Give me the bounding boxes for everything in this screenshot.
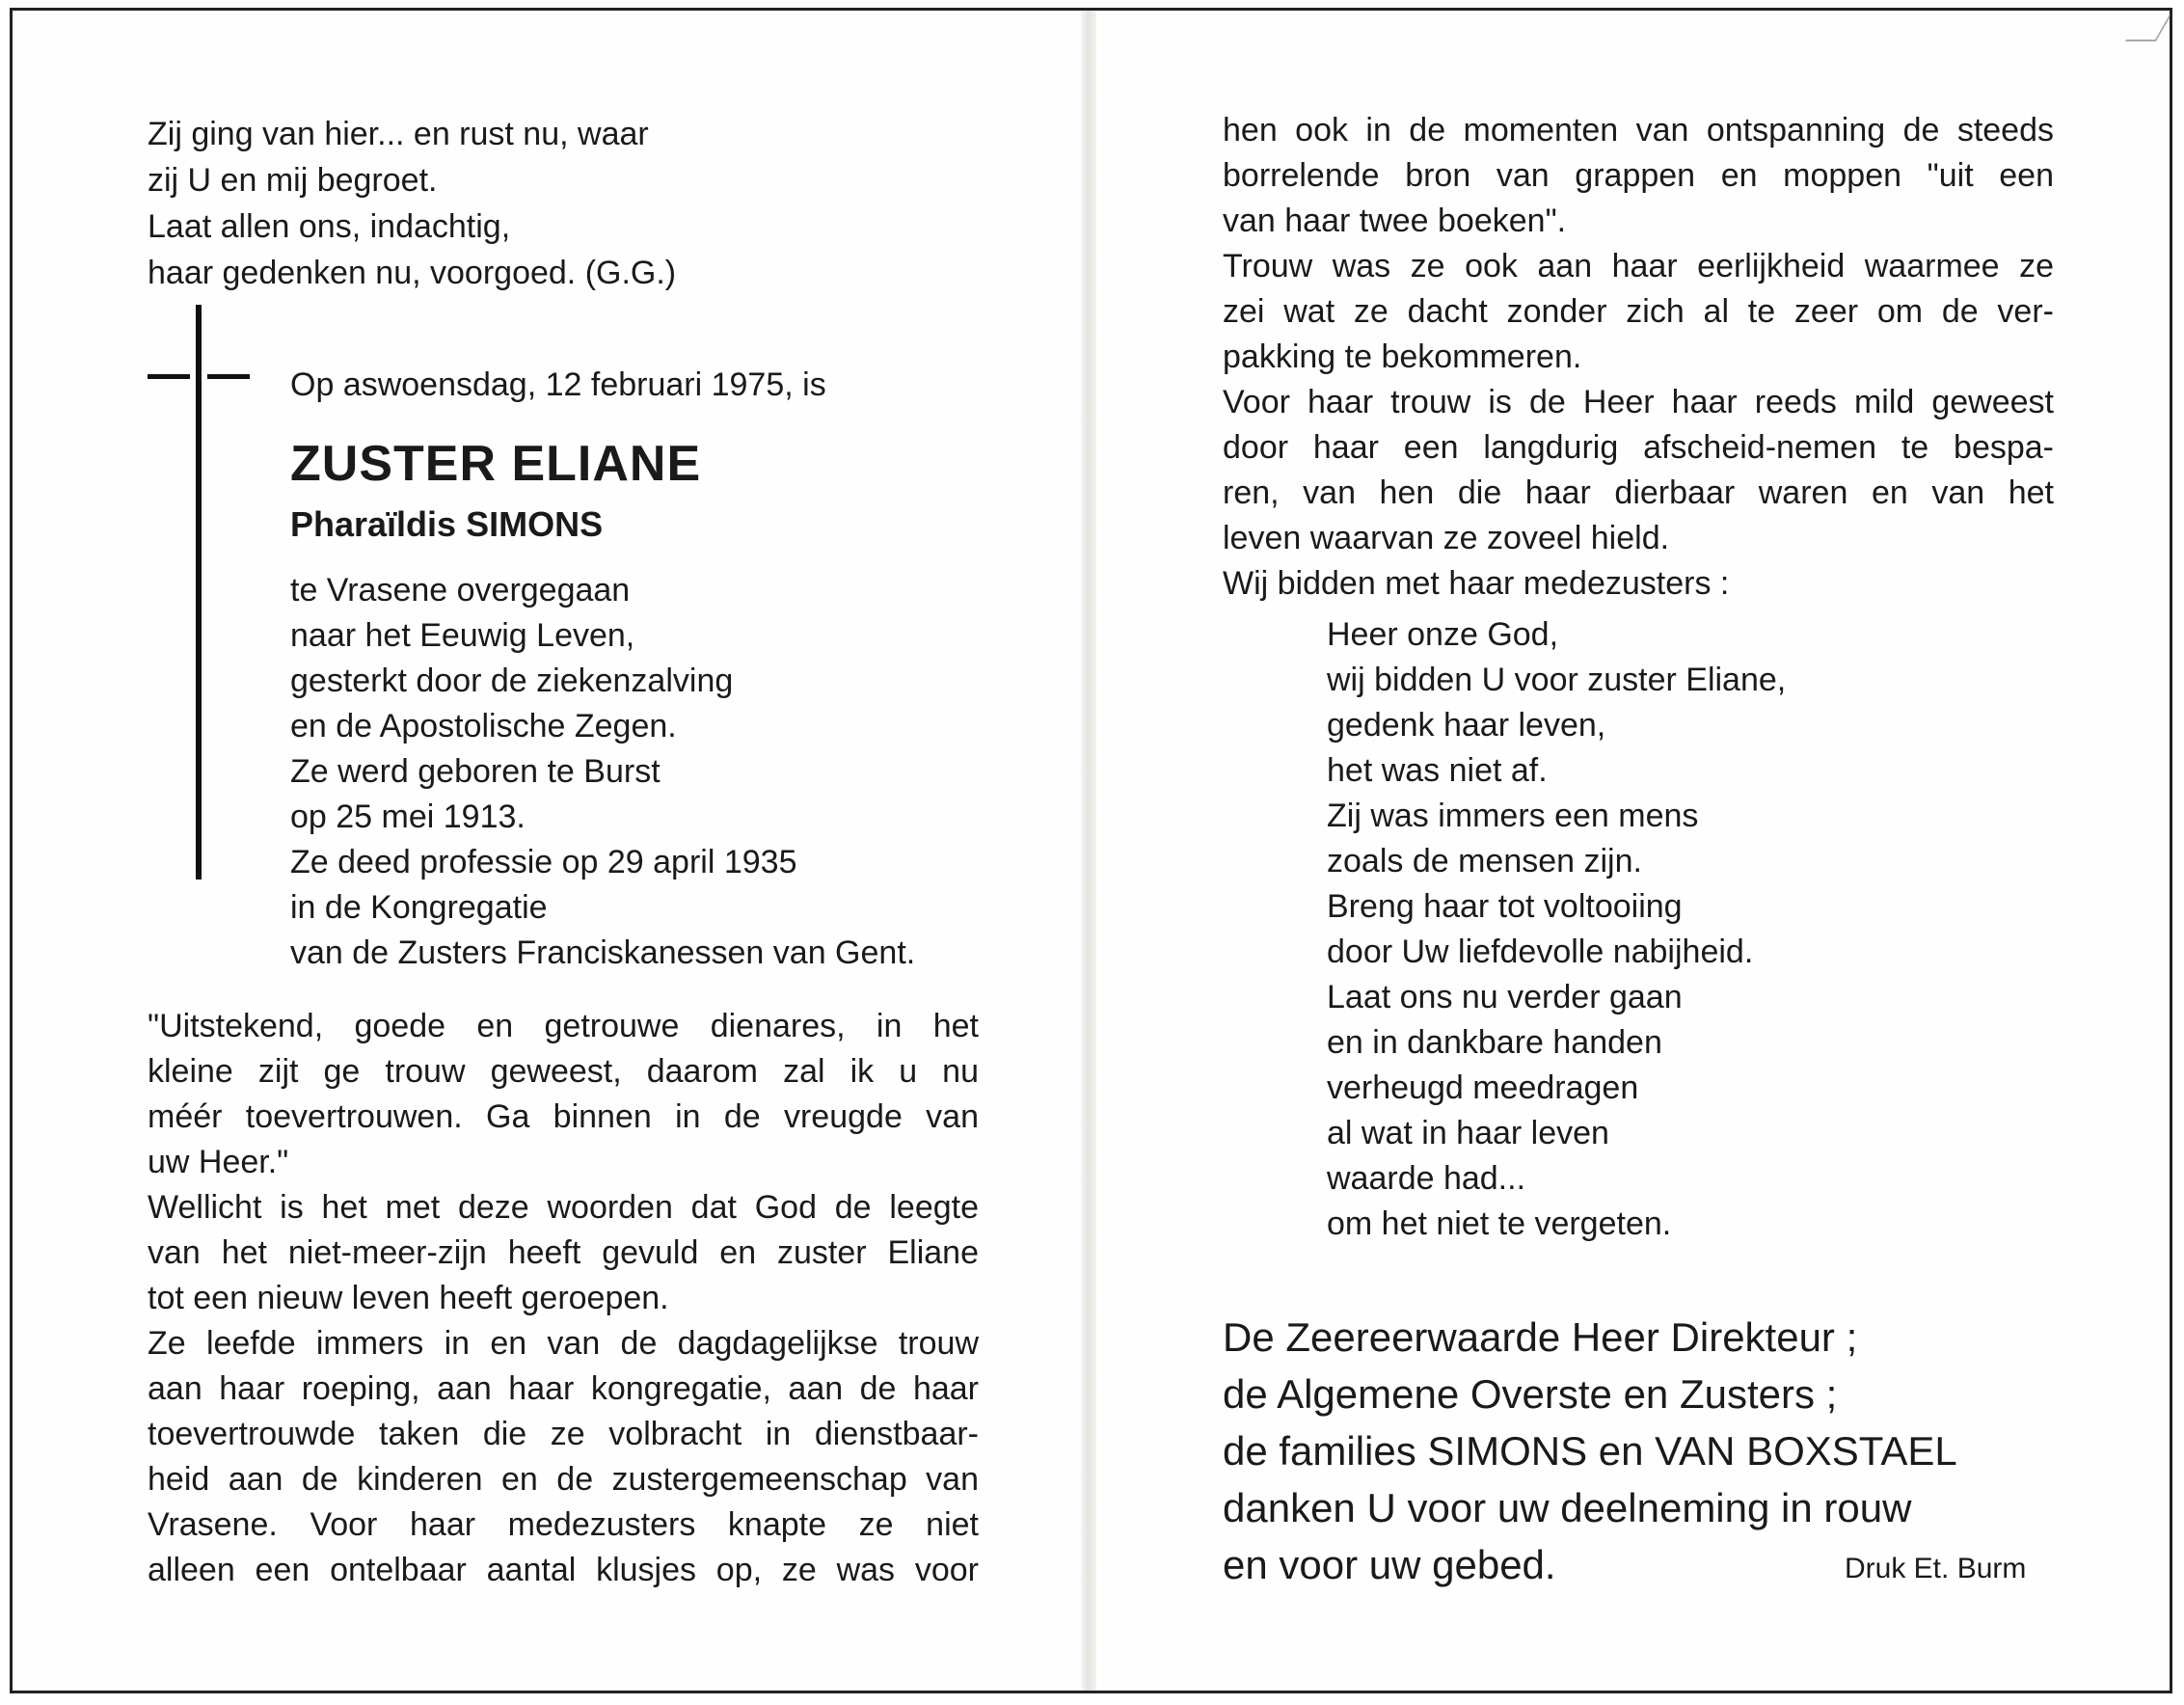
- closing-line: de families SIMONS en VAN BOXSTAEL: [1223, 1428, 1957, 1474]
- closing-line: danken U voor uw deelneming in rouw: [1223, 1485, 1912, 1530]
- body-line: uw Heer.": [148, 1144, 289, 1180]
- body-line: borrelende bron van grappen en moppen "uit een: [1223, 157, 2054, 194]
- prayer-line: wij bidden U voor zuster Eliane,: [1327, 662, 1787, 698]
- closing-line: De Zeereerwaarde Heer Direkteur ;: [1223, 1314, 1858, 1360]
- detail-line: te Vrasene overgegaan: [290, 572, 631, 609]
- body-line: ren, van hen die haar dierbaar waren en van het: [1223, 474, 2054, 511]
- prayer-line: gedenk haar leven,: [1327, 707, 1606, 744]
- body-line: tot een nieuw leven heeft geroepen.: [148, 1280, 669, 1316]
- body-line: door haar een langdurig afscheid-nemen te bespa-: [1223, 429, 2054, 466]
- body-line: "Uitstekend, goede en getrouwe dienares, in het: [148, 1008, 979, 1044]
- detail-line: van de Zusters Franciskanessen van Gent.: [290, 934, 916, 971]
- detail-line: Ze deed professie op 29 april 1935: [290, 844, 797, 880]
- detail-line: gesterkt door de ziekenzalving: [290, 663, 734, 699]
- prayer-line: waarde had...: [1327, 1160, 1526, 1197]
- body-line: kleine zijt ge trouw geweest, daarom zal ik u nu: [148, 1053, 979, 1090]
- prayer-line: Laat ons nu verder gaan: [1327, 979, 1683, 1015]
- verse-line: haar gedenken nu, voorgoed. (G.G.): [148, 255, 677, 291]
- deceased-civil-name: Pharaïldis SIMONS: [290, 504, 604, 544]
- detail-line: op 25 mei 1913.: [290, 798, 526, 835]
- body-line: van haar twee boeken".: [1223, 203, 1567, 239]
- body-line: pakking te bekommeren.: [1223, 338, 1582, 375]
- closing-line: de Algemene Overste en Zusters ;: [1223, 1371, 1838, 1417]
- detail-line: en de Apostolische Zegen.: [290, 708, 677, 744]
- intro-line: Op aswoensdag, 12 februari 1975, is: [290, 366, 826, 403]
- cross-arm-right: [207, 374, 250, 379]
- body-line: leven waarvan ze zoveel hield.: [1223, 520, 1670, 556]
- detail-line: Ze werd geboren te Burst: [290, 753, 661, 790]
- body-line: van het niet-meer-zijn heeft gevuld en zuster Eliane: [148, 1234, 979, 1271]
- prayer-line: Heer onze God,: [1327, 616, 1559, 653]
- deceased-name: ZUSTER ELIANE: [290, 436, 702, 492]
- body-line: alleen een ontelbaar aantal klusjes op, ze was voor: [148, 1552, 979, 1588]
- detail-line: naar het Eeuwig Leven,: [290, 617, 635, 654]
- detail-line: in de Kongregatie: [290, 889, 548, 926]
- body-line: Vrasene. Voor haar medezusters knapte ze niet: [148, 1506, 979, 1543]
- cross-arm-left: [148, 374, 190, 379]
- body-line: Trouw was ze ook aan haar eerlijkheid waarmee ze: [1223, 248, 2054, 284]
- body-line: Wellicht is het met deze woorden dat God de leegte: [148, 1189, 979, 1226]
- verse-line: Laat allen ons, indachtig,: [148, 208, 511, 245]
- center-fold: [1081, 11, 1096, 1691]
- body-line: heid aan de kinderen en de zustergemeenschap van: [148, 1461, 979, 1498]
- prayer-line: al wat in haar leven: [1327, 1115, 1609, 1151]
- verse-line: Zij ging van hier... en rust nu, waar: [148, 116, 649, 152]
- body-line: toevertrouwde taken die ze volbracht in dienstbaar-: [148, 1416, 979, 1452]
- body-line: zei wat ze dacht zonder zich al te zeer om de ver-: [1223, 293, 2054, 330]
- body-line: hen ook in de momenten van ontspanning de steeds: [1223, 112, 2054, 149]
- body-line: aan haar roeping, aan haar kongregatie, aan de haar: [148, 1370, 979, 1407]
- prayer-line: Breng haar tot voltooiing: [1327, 888, 1683, 925]
- body-line: Wij bidden met haar medezusters :: [1223, 565, 1730, 602]
- prayer-line: om het niet te vergeten.: [1327, 1205, 1672, 1242]
- prayer-line: door Uw liefdevolle nabijheid.: [1327, 934, 1754, 970]
- cross-icon: [196, 305, 202, 880]
- closing-line: en voor uw gebed.: [1223, 1542, 1556, 1587]
- prayer-line: zoals de mensen zijn.: [1327, 843, 1642, 880]
- memorial-card: [10, 8, 2172, 1693]
- body-line: Voor haar trouw is de Heer haar reeds mild geweest: [1223, 384, 2054, 420]
- verse-line: zij U en mij begroet.: [148, 162, 438, 199]
- prayer-line: verheugd meedragen: [1327, 1069, 1639, 1106]
- page-corner-mark: [2125, 14, 2171, 41]
- body-line: Ze leefde immers in en van de dagdagelijkse trouw: [148, 1325, 979, 1362]
- prayer-line: het was niet af.: [1327, 752, 1548, 789]
- printer-credit: Druk Et. Burm: [1845, 1553, 2027, 1584]
- prayer-line: Zij was immers een mens: [1327, 798, 1699, 834]
- body-line: méér toevertrouwen. Ga binnen in de vreugde van: [148, 1098, 979, 1135]
- prayer-line: en in dankbare handen: [1327, 1024, 1662, 1061]
